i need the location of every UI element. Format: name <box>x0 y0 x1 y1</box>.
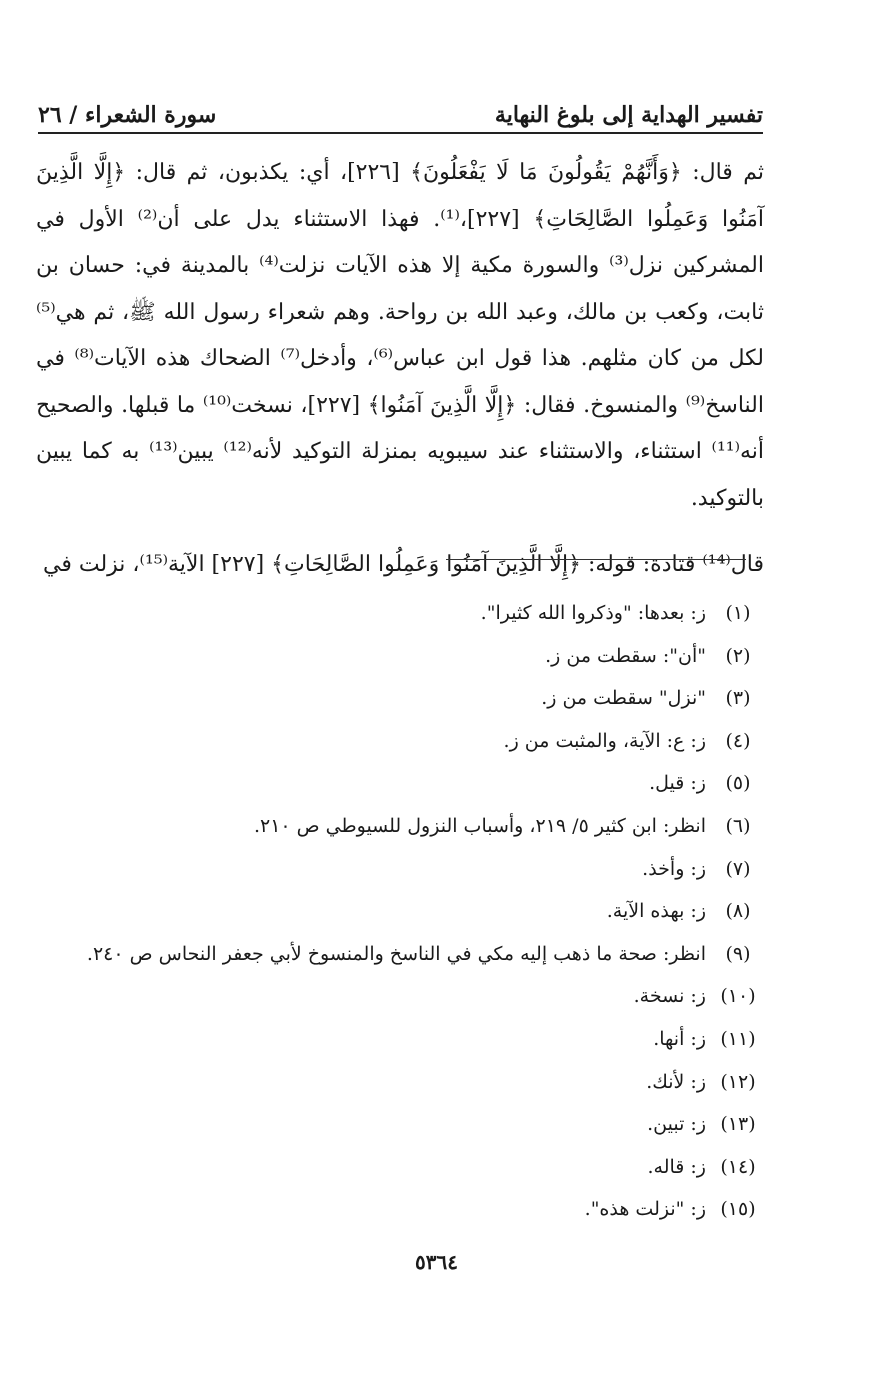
footnote-text: ز: لأنك. <box>646 1070 706 1093</box>
footnote-text: "أن": سقطت من ز. <box>545 644 706 667</box>
page-header <box>38 92 763 128</box>
surah-label: سورة الشعراء / ٢٦ <box>38 102 217 128</box>
footnote-text: ز: تبين. <box>647 1113 706 1136</box>
footnote-item <box>60 635 760 678</box>
footnote-item <box>60 1103 760 1146</box>
footnote-item <box>60 1188 760 1231</box>
footnotes-list <box>60 592 760 1231</box>
footnote-item <box>60 890 760 933</box>
footnote-number: (٢) <box>725 644 751 667</box>
footnote-text: ز: بعدها: "وذكروا الله كثيرا". <box>480 602 706 624</box>
footnote-item <box>60 592 760 635</box>
footnote-text: ز: نسخة. <box>633 985 706 1008</box>
footnote-number: (٣) <box>725 687 751 710</box>
footnote-number: (٥) <box>725 772 751 795</box>
footnote-number: (١) <box>725 602 751 624</box>
footnote-text: انظر: ابن كثير ٥/ ٢١٩، وأسباب النزول للسيوطي ص ٢١٠. <box>253 814 706 837</box>
paragraph-1: ثم قال: ﴿وَأَنَّهُمْ يَقُولُونَ مَا لَا يَفْعَلُونَ﴾ [٢٢٦]، أي: يكذبون، ثم قال: ﴿إِلَّا الَّذِينَ آمَنُوا وَعَمِلُوا الصَّالِحَاتِ﴾ [٢٢٧]،⁽¹⁾. فهذا الاستثناء يدل على أن⁽²⁾ الأول في المشركين نزل⁽³⁾ والسورة مكية إلا هذه الآيات نزلت⁽⁴⁾ بالمدينة في: حسان بن ثابت، وكعب بن مالك، وعبد الله بن رواحة. وهم شعراء رسول الله ﷺ، ثم هي⁽⁵⁾ لكل من كان مثلهم. هذا قول ابن عباس⁽⁶⁾، وأدخل⁽⁷⁾ الضحاك هذه الآيات⁽⁸⁾ في الناسخ⁽⁹⁾ والمنسوخ. فقال: ﴿إِلَّا الَّذِينَ آمَنُوا﴾ [٢٢٧]، نسخت⁽¹⁰⁾ ما قبلها. والصحيح أنه⁽¹¹⁾ استثناء، والاستثناء عند سيبويه بمنزلة التوكيد لأنه⁽¹²⁾ يبين⁽¹³⁾ به كما يبين بالتوكيد. <box>36 160 765 511</box>
footnote-number: (١٥) <box>720 1198 756 1221</box>
footnote-number: (٩) <box>725 942 751 965</box>
footnote-text: ز: ع: الآية، والمثبت من ز. <box>503 729 706 752</box>
footnote-text: ز: بهذه الآية. <box>606 900 706 923</box>
footnote-number: (٦) <box>725 814 751 837</box>
footnote-number: (٧) <box>725 857 751 880</box>
footnote-number: (١٤) <box>720 1155 756 1178</box>
footnote-item <box>60 762 760 805</box>
footnote-item <box>60 720 760 763</box>
footnote-item <box>60 975 760 1018</box>
footnote-item <box>60 848 760 891</box>
footnote-item <box>60 805 760 848</box>
footnote-item <box>60 1146 760 1189</box>
footnote-number: (٤) <box>725 729 751 752</box>
footnote-divider <box>446 559 746 560</box>
footnote-item <box>60 1061 760 1104</box>
footnote-text: ز: قيل. <box>649 772 706 795</box>
footnote-text: "نزل" سقطت من ز. <box>541 687 706 710</box>
footnote-number: (١٢) <box>720 1070 756 1093</box>
footnote-text: ز: قاله. <box>647 1155 706 1178</box>
footnote-text: ز: أنها. <box>653 1027 706 1050</box>
main-text <box>36 150 764 589</box>
footnote-number: (٨) <box>725 900 751 923</box>
footnote-number: (١٠) <box>720 985 756 1008</box>
footnote-item <box>60 933 760 976</box>
paragraph-2: قال⁽¹⁴⁾ قتادة: قوله: ﴿إِلَّا الَّذِينَ آمَنُوا وَعَمِلُوا الصَّالِحَاتِ﴾ [٢٢٧] الآية⁽¹⁵⁾، نزلت في <box>43 552 764 577</box>
footnote-text: ز: وأخذ. <box>642 857 706 880</box>
footnote-item <box>60 1018 760 1061</box>
footnote-text: ز: "نزلت هذه". <box>584 1198 706 1221</box>
header-divider <box>38 132 763 134</box>
footnote-number: (١١) <box>720 1027 756 1050</box>
footnote-item <box>60 677 760 720</box>
footnote-text: انظر: صحة ما ذهب إليه مكي في الناسخ والمنسوخ لأبي جعفر النحاس ص ٢٤٠. <box>86 942 706 965</box>
footnote-number: (١٣) <box>720 1113 756 1136</box>
page-number: ٥٣٦٤ <box>415 1250 458 1274</box>
book-title: تفسير الهداية إلى بلوغ النهاية <box>494 102 763 128</box>
